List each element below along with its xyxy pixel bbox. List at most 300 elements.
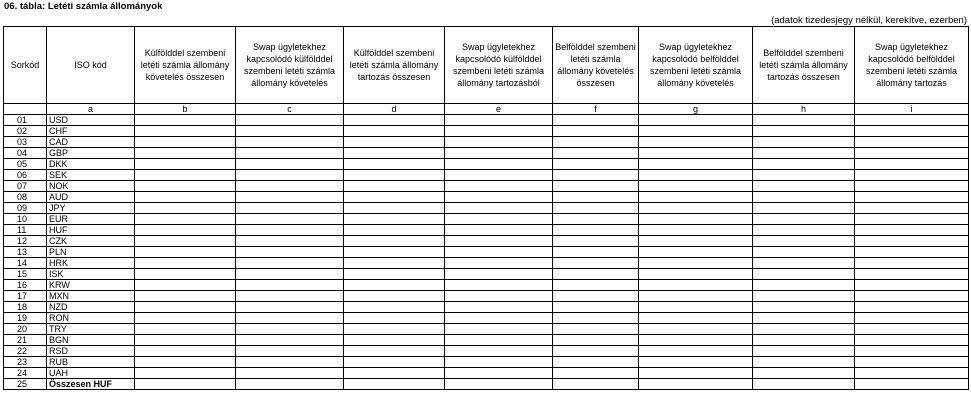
value-cell[interactable] [236, 247, 344, 258]
table-row [4, 181, 969, 192]
header-cell: Swap ügyletekhez kapcsolódó belfölddel szembeni letéti számla állomány követelés [639, 27, 753, 104]
value-cell[interactable] [639, 126, 753, 137]
value-cell[interactable] [855, 192, 969, 203]
value-cell[interactable] [753, 368, 855, 379]
value-cell[interactable] [344, 357, 445, 368]
value-cell[interactable] [855, 126, 969, 137]
value-cell[interactable] [639, 313, 753, 324]
value-cell[interactable] [445, 181, 553, 192]
value-cell[interactable] [639, 379, 753, 390]
row-code: 24 [4, 368, 47, 379]
value-cell[interactable] [135, 291, 236, 302]
header-cell: Swap ügyletekhez kapcsolódó külfölddel szembeni letéti számla állomány tartozásból [445, 27, 553, 104]
table-row [4, 269, 969, 280]
value-cell[interactable] [445, 302, 553, 313]
value-cell[interactable] [135, 225, 236, 236]
value-cell[interactable] [639, 269, 753, 280]
value-cell[interactable] [135, 192, 236, 203]
iso-code: RUB [47, 357, 135, 368]
value-cell[interactable] [236, 280, 344, 291]
row-code: 04 [4, 148, 47, 159]
header-cell: Külfölddel szembeni letéti számla állomány tartozás összesen [344, 27, 445, 104]
value-cell[interactable] [855, 170, 969, 181]
value-cell[interactable] [553, 324, 639, 335]
value-cell[interactable] [135, 170, 236, 181]
column-letter: b [135, 104, 236, 115]
value-cell[interactable] [639, 170, 753, 181]
value-cell[interactable] [553, 379, 639, 390]
value-cell[interactable] [445, 225, 553, 236]
iso-code: RSD [47, 346, 135, 357]
value-cell[interactable] [344, 247, 445, 258]
value-cell[interactable] [445, 379, 553, 390]
header-cell: Sorkód [4, 27, 47, 104]
value-cell[interactable] [553, 236, 639, 247]
value-cell[interactable] [445, 346, 553, 357]
value-cell[interactable] [639, 258, 753, 269]
table-row [4, 379, 969, 390]
value-cell[interactable] [639, 291, 753, 302]
value-cell[interactable] [753, 181, 855, 192]
value-cell[interactable] [639, 324, 753, 335]
value-cell[interactable] [753, 236, 855, 247]
value-cell[interactable] [639, 247, 753, 258]
value-cell[interactable] [344, 324, 445, 335]
value-cell[interactable] [753, 115, 855, 126]
value-cell[interactable] [855, 368, 969, 379]
value-cell[interactable] [855, 203, 969, 214]
value-cell[interactable] [236, 302, 344, 313]
value-cell[interactable] [553, 357, 639, 368]
iso-code: HRK [47, 258, 135, 269]
value-cell[interactable] [855, 280, 969, 291]
table-row [4, 324, 969, 335]
iso-code: JPY [47, 203, 135, 214]
row-code: 01 [4, 115, 47, 126]
value-cell[interactable] [553, 192, 639, 203]
row-code: 21 [4, 335, 47, 346]
units-note: (adatok tizedesjegy nélkül, kerekítve, ezerben) [771, 15, 967, 26]
value-cell[interactable] [135, 115, 236, 126]
iso-code: RON [47, 313, 135, 324]
value-cell[interactable] [855, 346, 969, 357]
iso-code: Összesen HUF [47, 379, 135, 390]
value-cell[interactable] [753, 335, 855, 346]
value-cell[interactable] [855, 148, 969, 159]
value-cell[interactable] [236, 148, 344, 159]
value-cell[interactable] [344, 291, 445, 302]
column-letter-row [4, 104, 969, 115]
value-cell[interactable] [445, 148, 553, 159]
value-cell[interactable] [639, 346, 753, 357]
value-cell[interactable] [855, 313, 969, 324]
value-cell[interactable] [135, 368, 236, 379]
value-cell[interactable] [855, 335, 969, 346]
value-cell[interactable] [344, 126, 445, 137]
iso-code: BGN [47, 335, 135, 346]
value-cell[interactable] [135, 269, 236, 280]
value-cell[interactable] [236, 379, 344, 390]
table-row [4, 225, 969, 236]
value-cell[interactable] [855, 357, 969, 368]
value-cell[interactable] [236, 236, 344, 247]
value-cell[interactable] [639, 203, 753, 214]
value-cell[interactable] [855, 214, 969, 225]
value-cell[interactable] [135, 335, 236, 346]
table-row [4, 236, 969, 247]
value-cell[interactable] [753, 126, 855, 137]
value-cell[interactable] [855, 236, 969, 247]
value-cell[interactable] [855, 137, 969, 148]
table-row [4, 335, 969, 346]
value-cell[interactable] [639, 225, 753, 236]
table-row [4, 258, 969, 269]
row-code: 23 [4, 357, 47, 368]
row-code: 08 [4, 192, 47, 203]
row-code: 02 [4, 126, 47, 137]
value-cell[interactable] [445, 236, 553, 247]
value-cell[interactable] [445, 137, 553, 148]
value-cell[interactable] [236, 181, 344, 192]
iso-code: AUD [47, 192, 135, 203]
value-cell[interactable] [236, 225, 344, 236]
value-cell[interactable] [344, 148, 445, 159]
table-row [4, 137, 969, 148]
value-cell[interactable] [753, 280, 855, 291]
value-cell[interactable] [553, 291, 639, 302]
iso-code: TRY [47, 324, 135, 335]
table-row [4, 170, 969, 181]
value-cell[interactable] [553, 225, 639, 236]
value-cell[interactable] [753, 324, 855, 335]
value-cell[interactable] [855, 247, 969, 258]
column-letter: e [445, 104, 553, 115]
iso-code: DKK [47, 159, 135, 170]
column-letter [4, 104, 47, 115]
table-title: 06. tábla: Letéti számla állományok [4, 1, 163, 12]
column-letter: g [639, 104, 753, 115]
value-cell[interactable] [855, 181, 969, 192]
value-cell[interactable] [753, 379, 855, 390]
header-cell: Belfölddel szembeni letéti számla állomány követelés összesen [553, 27, 639, 104]
value-cell[interactable] [135, 346, 236, 357]
value-cell[interactable] [135, 148, 236, 159]
value-cell[interactable] [445, 313, 553, 324]
value-cell[interactable] [344, 170, 445, 181]
value-cell[interactable] [855, 291, 969, 302]
value-cell[interactable] [236, 137, 344, 148]
value-cell[interactable] [639, 159, 753, 170]
table-row [4, 115, 969, 126]
value-cell[interactable] [445, 170, 553, 181]
value-cell[interactable] [553, 170, 639, 181]
value-cell[interactable] [236, 258, 344, 269]
value-cell[interactable] [236, 346, 344, 357]
iso-code: EUR [47, 214, 135, 225]
value-cell[interactable] [753, 137, 855, 148]
value-cell[interactable] [344, 214, 445, 225]
value-cell[interactable] [445, 269, 553, 280]
value-cell[interactable] [135, 159, 236, 170]
value-cell[interactable] [236, 192, 344, 203]
value-cell[interactable] [553, 302, 639, 313]
value-cell[interactable] [344, 203, 445, 214]
value-cell[interactable] [855, 324, 969, 335]
value-cell[interactable] [639, 335, 753, 346]
header-cell: Swap ügyletekhez kapcsolódó belfölddel szembeni letéti számla állomány tartozás [855, 27, 969, 104]
value-cell[interactable] [135, 258, 236, 269]
value-cell[interactable] [344, 269, 445, 280]
value-cell[interactable] [135, 126, 236, 137]
table-row [4, 346, 969, 357]
value-cell[interactable] [445, 214, 553, 225]
table-row [4, 302, 969, 313]
value-cell[interactable] [236, 269, 344, 280]
value-cell[interactable] [236, 335, 344, 346]
value-cell[interactable] [445, 335, 553, 346]
value-cell[interactable] [639, 137, 753, 148]
value-cell[interactable] [753, 148, 855, 159]
value-cell[interactable] [553, 214, 639, 225]
value-cell[interactable] [553, 181, 639, 192]
row-code: 03 [4, 137, 47, 148]
value-cell[interactable] [553, 335, 639, 346]
row-code: 13 [4, 247, 47, 258]
value-cell[interactable] [344, 258, 445, 269]
value-cell[interactable] [445, 192, 553, 203]
table-row [4, 203, 969, 214]
value-cell[interactable] [344, 302, 445, 313]
value-cell[interactable] [236, 214, 344, 225]
value-cell[interactable] [639, 115, 753, 126]
value-cell[interactable] [553, 258, 639, 269]
value-cell[interactable] [445, 291, 553, 302]
value-cell[interactable] [753, 225, 855, 236]
value-cell[interactable] [344, 280, 445, 291]
value-cell[interactable] [855, 379, 969, 390]
value-cell[interactable] [344, 225, 445, 236]
value-cell[interactable] [639, 148, 753, 159]
value-cell[interactable] [553, 137, 639, 148]
value-cell[interactable] [753, 192, 855, 203]
row-code: 16 [4, 280, 47, 291]
value-cell[interactable] [553, 269, 639, 280]
value-cell[interactable] [236, 291, 344, 302]
value-cell[interactable] [553, 115, 639, 126]
value-cell[interactable] [855, 159, 969, 170]
row-code: 10 [4, 214, 47, 225]
value-cell[interactable] [553, 159, 639, 170]
column-letter: f [553, 104, 639, 115]
value-cell[interactable] [135, 324, 236, 335]
table-row [4, 313, 969, 324]
value-cell[interactable] [753, 214, 855, 225]
iso-code: GBP [47, 148, 135, 159]
value-cell[interactable] [753, 170, 855, 181]
value-cell[interactable] [553, 280, 639, 291]
value-cell[interactable] [639, 280, 753, 291]
value-cell[interactable] [553, 148, 639, 159]
value-cell[interactable] [639, 368, 753, 379]
table-row [4, 126, 969, 137]
value-cell[interactable] [753, 203, 855, 214]
header-cell: Belfölddel szembeni letéti számla állomány tartozás összesen [753, 27, 855, 104]
value-cell[interactable] [445, 357, 553, 368]
value-cell[interactable] [135, 379, 236, 390]
value-cell[interactable] [639, 357, 753, 368]
table-row [4, 148, 969, 159]
row-code: 09 [4, 203, 47, 214]
row-code: 07 [4, 181, 47, 192]
column-letter: c [236, 104, 344, 115]
value-cell[interactable] [135, 181, 236, 192]
row-code: 11 [4, 225, 47, 236]
value-cell[interactable] [855, 302, 969, 313]
value-cell[interactable] [553, 368, 639, 379]
value-cell[interactable] [135, 357, 236, 368]
value-cell[interactable] [445, 203, 553, 214]
iso-code: CHF [47, 126, 135, 137]
value-cell[interactable] [753, 269, 855, 280]
value-cell[interactable] [855, 258, 969, 269]
row-code: 20 [4, 324, 47, 335]
value-cell[interactable] [135, 236, 236, 247]
header-cell: ISO kód [47, 27, 135, 104]
table-row [4, 357, 969, 368]
value-cell[interactable] [344, 115, 445, 126]
value-cell[interactable] [639, 192, 753, 203]
value-cell[interactable] [445, 126, 553, 137]
value-cell[interactable] [344, 379, 445, 390]
iso-code: CAD [47, 137, 135, 148]
column-letter: d [344, 104, 445, 115]
row-code: 17 [4, 291, 47, 302]
value-cell[interactable] [135, 203, 236, 214]
value-cell[interactable] [445, 159, 553, 170]
value-cell[interactable] [344, 192, 445, 203]
value-cell[interactable] [753, 291, 855, 302]
header-cell: Külfölddel szembeni letéti számla állomány követelés összesen [135, 27, 236, 104]
value-cell[interactable] [639, 302, 753, 313]
row-code: 19 [4, 313, 47, 324]
table-row [4, 280, 969, 291]
value-cell[interactable] [639, 236, 753, 247]
value-cell[interactable] [135, 280, 236, 291]
row-code: 14 [4, 258, 47, 269]
row-code: 12 [4, 236, 47, 247]
value-cell[interactable] [445, 280, 553, 291]
table-row [4, 368, 969, 379]
value-cell[interactable] [753, 346, 855, 357]
table-row [4, 159, 969, 170]
value-cell[interactable] [553, 313, 639, 324]
value-cell[interactable] [344, 335, 445, 346]
value-cell[interactable] [445, 324, 553, 335]
row-code: 15 [4, 269, 47, 280]
value-cell[interactable] [344, 346, 445, 357]
column-letter: a [47, 104, 135, 115]
iso-code: SEK [47, 170, 135, 181]
value-cell[interactable] [445, 247, 553, 258]
table-row [4, 291, 969, 302]
iso-code: UAH [47, 368, 135, 379]
column-letter: i [855, 104, 969, 115]
iso-code: MXN [47, 291, 135, 302]
value-cell[interactable] [344, 137, 445, 148]
value-cell[interactable] [753, 357, 855, 368]
value-cell[interactable] [236, 115, 344, 126]
value-cell[interactable] [135, 302, 236, 313]
iso-code: USD [47, 115, 135, 126]
value-cell[interactable] [236, 203, 344, 214]
value-cell[interactable] [753, 159, 855, 170]
value-cell[interactable] [236, 324, 344, 335]
value-cell[interactable] [236, 368, 344, 379]
iso-code: HUF [47, 225, 135, 236]
iso-code: NOK [47, 181, 135, 192]
value-cell[interactable] [639, 181, 753, 192]
value-cell[interactable] [236, 159, 344, 170]
value-cell[interactable] [344, 313, 445, 324]
value-cell[interactable] [135, 313, 236, 324]
value-cell[interactable] [553, 126, 639, 137]
value-cell[interactable] [855, 269, 969, 280]
table-row [4, 214, 969, 225]
value-cell[interactable] [445, 368, 553, 379]
iso-code: ISK [47, 269, 135, 280]
row-code: 18 [4, 302, 47, 313]
value-cell[interactable] [855, 115, 969, 126]
value-cell[interactable] [135, 247, 236, 258]
value-cell[interactable] [753, 302, 855, 313]
column-letter: h [753, 104, 855, 115]
value-cell[interactable] [344, 159, 445, 170]
row-code: 06 [4, 170, 47, 181]
value-cell[interactable] [236, 126, 344, 137]
value-cell[interactable] [753, 258, 855, 269]
value-cell[interactable] [236, 313, 344, 324]
value-cell[interactable] [445, 258, 553, 269]
value-cell[interactable] [135, 214, 236, 225]
value-cell[interactable] [344, 236, 445, 247]
iso-code: CZK [47, 236, 135, 247]
header-row [4, 27, 969, 104]
value-cell[interactable] [344, 368, 445, 379]
row-code: 22 [4, 346, 47, 357]
value-cell[interactable] [753, 247, 855, 258]
value-cell[interactable] [553, 203, 639, 214]
iso-code: KRW [47, 280, 135, 291]
iso-code: NZD [47, 302, 135, 313]
value-cell[interactable] [753, 313, 855, 324]
value-cell[interactable] [639, 214, 753, 225]
row-code: 05 [4, 159, 47, 170]
value-cell[interactable] [855, 225, 969, 236]
value-cell[interactable] [135, 137, 236, 148]
value-cell[interactable] [553, 346, 639, 357]
value-cell[interactable] [344, 181, 445, 192]
value-cell[interactable] [236, 170, 344, 181]
value-cell[interactable] [445, 115, 553, 126]
table-row [4, 247, 969, 258]
header-cell: Swap ügyletekhez kapcsolódó külfölddel szembeni letéti számla állomány követelés [236, 27, 344, 104]
value-cell[interactable] [236, 357, 344, 368]
row-code: 25 [4, 379, 47, 390]
table-row [4, 192, 969, 203]
value-cell[interactable] [553, 247, 639, 258]
iso-code: PLN [47, 247, 135, 258]
deposit-table [3, 26, 969, 390]
